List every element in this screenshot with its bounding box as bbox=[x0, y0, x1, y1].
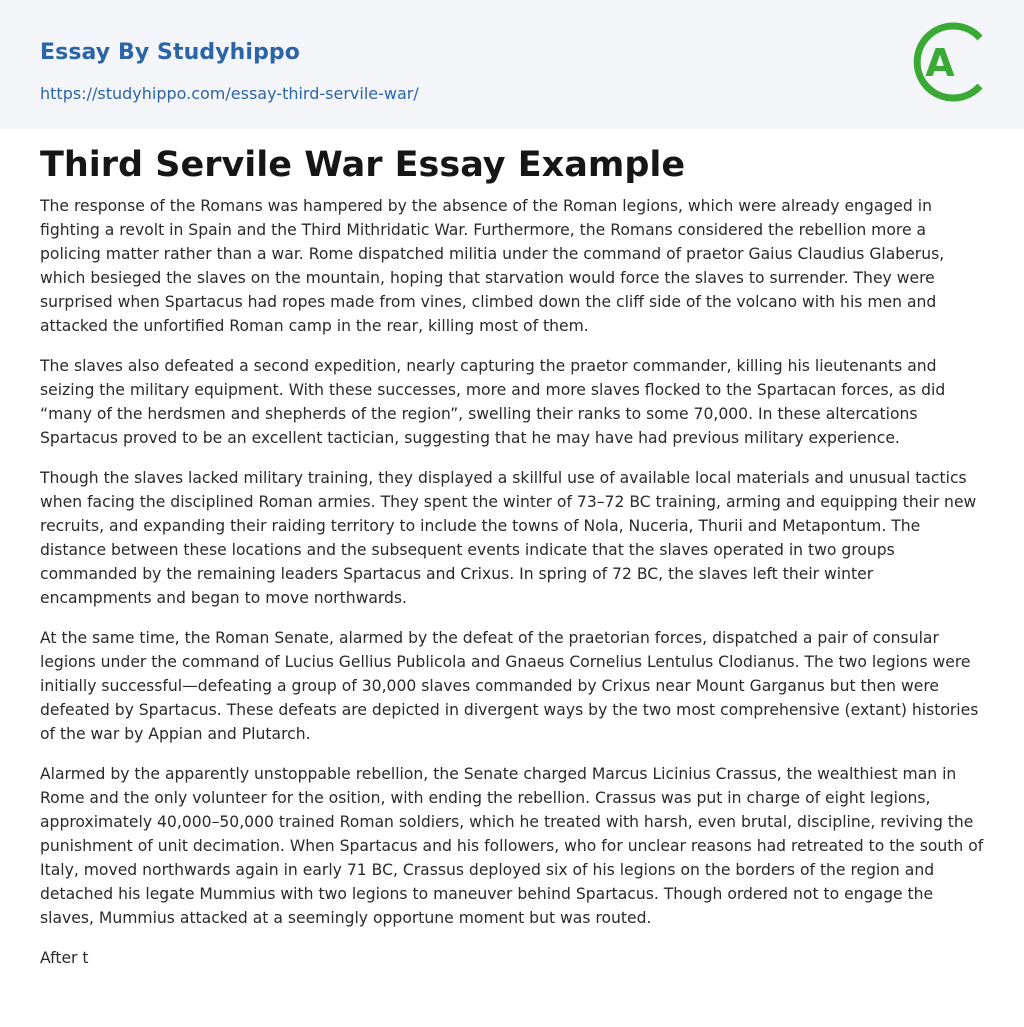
essay-paragraph: Alarmed by the apparently unstoppable rebellion, the Senate charged Marcus Licinius Crassus, the wealthiest man in Rome and the only volunteer for the osition, with ending the rebellion. Crassus was put in charge of eight legions, approximately 40,000–50,000 trained Roman soldiers, which he treated with harsh, even brutal, discipline, reviving the punishment of unit decimation. When Spartacus and his followers, who for unclear reasons had retreated to the south of Italy, moved northwards again in early 71 BC, Crassus deployed six of his legions on the borders of the region and detached his legate Mummius with two legions to maneuver behind Spartacus. Though ordered not to engage the slaves, Mummius attacked at a seemingly opportune moment but was routed. bbox=[40, 765, 984, 927]
site-name[interactable]: Essay By Studyhippo bbox=[40, 40, 300, 65]
studyhippo-logo-icon[interactable] bbox=[908, 18, 988, 106]
essay-paragraph: The slaves also defeated a second expedition, nearly capturing the praetor commander, killing his lieutenants and seizing the military equipment. With these successes, more and more slaves flocked to the Spartacan forces, as did “many of the herdsmen and shepherds of the region”, swelling their ranks to some 70,000. In these altercations Spartacus proved to be an excellent tactician, suggesting that he may have had previous military experience. bbox=[40, 357, 946, 447]
page-title: Third Servile War Essay Example bbox=[40, 145, 686, 185]
essay-paragraph-truncated: After t bbox=[40, 949, 89, 967]
essay-body bbox=[40, 194, 986, 986]
essay-url-link[interactable]: https://studyhippo.com/essay-third-servile-war/ bbox=[40, 84, 419, 103]
site-header bbox=[0, 0, 1024, 129]
essay-paragraph: The response of the Romans was hampered by the absence of the Roman legions, which were already engaged in fighting a revolt in Spain and the Third Mithridatic War. Furthermore, the Romans considered the rebellion more a policing matter rather than a war. Rome dispatched militia under the command of praetor Gaius Claudius Glaberus, which besieged the slaves on the mountain, hoping that starvation would force the slaves to surrender. They were surprised when Spartacus had ropes made from vines, climbed down the cliff side of the volcano with his men and attacked the unfortified Roman camp in the rear, killing most of them. bbox=[40, 197, 945, 335]
essay-paragraph: At the same time, the Roman Senate, alarmed by the defeat of the praetorian forces, dispatched a pair of consular legions under the command of Lucius Gellius Publicola and Gnaeus Cornelius Lentulus Clodianus. The two legions were initially successful—defeating a group of 30,000 slaves commanded by Crixus near Mount Garganus but then were defeated by Spartacus. These defeats are depicted in divergent ways by the two most comprehensive (extant) histories of the war by Appian and Plutarch. bbox=[40, 629, 979, 743]
essay-paragraph: Though the slaves lacked military training, they displayed a skillful use of available local materials and unusual tactics when facing the disciplined Roman armies. They spent the winter of 73–72 BC training, arming and equipping their new recruits, and expanding their raiding territory to include the towns of Nola, Nuceria, Thurii and Metapontum. The distance between these locations and the subsequent events indicate that the slaves operated in two groups commanded by the remaining leaders Spartacus and Crixus. In spring of 72 BC, the slaves left their winter encampments and began to move northwards. bbox=[40, 469, 977, 607]
logo-letter: A bbox=[925, 41, 955, 85]
